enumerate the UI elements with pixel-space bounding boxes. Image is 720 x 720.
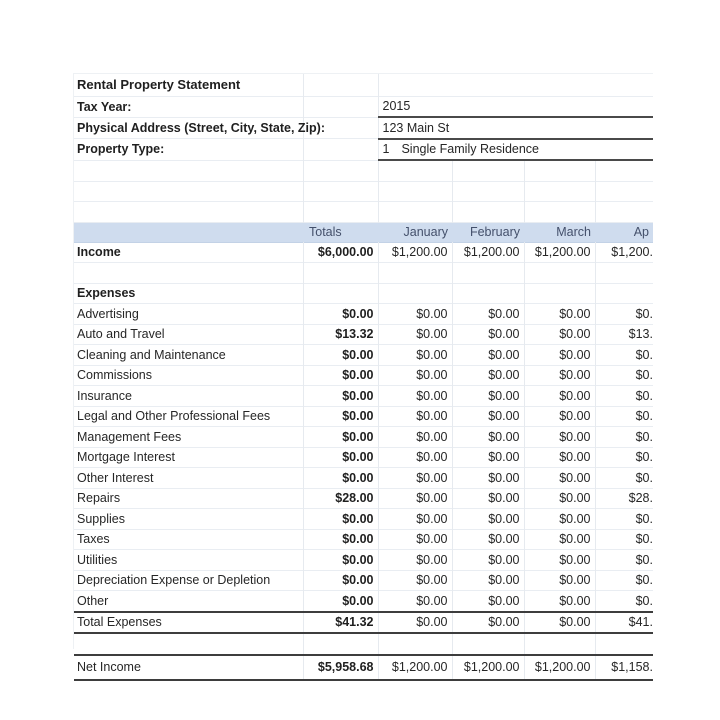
row-label [74, 633, 303, 655]
cell-value[interactable]: $0.00 [524, 550, 595, 571]
row-label: Depreciation Expense or Depletion [77, 573, 271, 588]
spacer-row [74, 202, 653, 223]
field-row-tax-year [74, 96, 653, 117]
cell-value[interactable]: $0.00 [452, 612, 524, 634]
cell-value[interactable]: $0.00 [524, 488, 595, 509]
net-income-row [74, 655, 653, 680]
cell-value[interactable]: $0.00 [378, 488, 452, 509]
cell-value[interactable]: $0.00 [303, 468, 378, 489]
empty-cell [378, 263, 452, 284]
cell-value[interactable]: $0.00 [452, 509, 524, 530]
row-label: Income [77, 245, 121, 260]
cell-value[interactable]: $1,158. [595, 655, 653, 680]
cell-value[interactable]: $0. [595, 365, 653, 386]
empty-cell [524, 160, 595, 181]
row-label: Taxes [77, 532, 110, 547]
column-header-row [74, 222, 653, 242]
spacer-row [74, 181, 653, 202]
empty-cell [74, 181, 303, 202]
empty-cell [303, 139, 378, 161]
column-header-february[interactable]: February [452, 222, 524, 242]
cell-value[interactable]: $0.00 [378, 304, 452, 325]
expense-row [74, 570, 653, 591]
cell-value[interactable]: $0.00 [378, 427, 452, 448]
cell-value[interactable]: $0.00 [378, 365, 452, 386]
cell-value[interactable]: $0.00 [524, 570, 595, 591]
empty-cell [378, 283, 452, 304]
spacer-row [74, 263, 653, 284]
cell-value[interactable]: $0. [595, 529, 653, 550]
cell-value[interactable]: $0.00 [524, 447, 595, 468]
empty-cell [452, 283, 524, 304]
property-type-label: Property Type: [77, 142, 165, 157]
empty-cell [303, 74, 378, 96]
empty-cell [378, 74, 653, 96]
cell-value[interactable]: $0. [595, 509, 653, 530]
cell-value[interactable]: $0. [595, 447, 653, 468]
expense-row [74, 304, 653, 325]
cell-value[interactable]: $0.00 [524, 386, 595, 407]
cell-value[interactable]: $28. [595, 488, 653, 509]
row-label: Commissions [77, 368, 153, 383]
cell-value[interactable]: $0.00 [452, 386, 524, 407]
cell-value[interactable]: $0.00 [452, 324, 524, 345]
cell-value[interactable]: $0.00 [452, 529, 524, 550]
cell-value[interactable]: $0.00 [303, 345, 378, 366]
cell-value[interactable]: $0. [595, 570, 653, 591]
total-expenses-row [74, 612, 653, 634]
cell-value[interactable]: $5,958.68 [303, 655, 378, 680]
empty-cell [524, 181, 595, 202]
row-label: Insurance [77, 388, 132, 403]
column-header-april[interactable]: Ap [595, 222, 653, 242]
column-header-blank [74, 222, 303, 242]
cell-value[interactable]: $0.00 [303, 550, 378, 571]
row-label: Legal and Other Professional Fees [77, 409, 271, 424]
cell-value[interactable]: $0.00 [378, 612, 452, 634]
expense-row [74, 509, 653, 530]
expense-row [74, 345, 653, 366]
empty-cell [74, 202, 303, 223]
row-label: Utilities [77, 552, 118, 567]
cell-value[interactable]: $0.00 [303, 406, 378, 427]
row-label [74, 263, 303, 284]
cell-value[interactable]: $0.00 [524, 345, 595, 366]
cell-value[interactable]: $0.00 [524, 612, 595, 634]
empty-cell [378, 160, 452, 181]
cell-value[interactable]: $1,200. [595, 242, 653, 263]
cell-value[interactable]: $0.00 [378, 570, 452, 591]
cell-value[interactable]: $0.00 [452, 570, 524, 591]
expense-row [74, 550, 653, 571]
cell-value[interactable]: $0.00 [378, 386, 452, 407]
cell-value[interactable]: $0.00 [452, 468, 524, 489]
cell-value[interactable]: $0. [595, 304, 653, 325]
property-type-text: Single Family Residence [401, 142, 540, 157]
empty-cell [595, 160, 653, 181]
cell-value[interactable]: $1,200.00 [452, 655, 524, 680]
row-label: Expenses [77, 286, 136, 301]
empty-cell [303, 263, 378, 284]
cell-value[interactable]: $0. [595, 591, 653, 612]
row-label: Mortgage Interest [77, 450, 175, 465]
empty-cell [74, 160, 303, 181]
row-label: Supplies [77, 511, 125, 526]
empty-cell [452, 181, 524, 202]
cell-value[interactable]: $1,200.00 [452, 242, 524, 263]
empty-cell [303, 202, 378, 223]
cell-value[interactable]: $0.00 [378, 345, 452, 366]
cell-value[interactable]: $0.00 [303, 365, 378, 386]
empty-cell [378, 202, 452, 223]
expense-row [74, 386, 653, 407]
column-header-january[interactable]: January [378, 222, 452, 242]
expense-row [74, 529, 653, 550]
cell-value[interactable]: $6,000.00 [303, 242, 378, 263]
income-row [74, 242, 653, 263]
cell-value[interactable]: $0.00 [303, 570, 378, 591]
empty-cell [303, 181, 378, 202]
cell-value[interactable]: $0. [595, 345, 653, 366]
cell-value[interactable]: $0.00 [524, 304, 595, 325]
cell-value[interactable]: $0.00 [452, 406, 524, 427]
cell-value[interactable]: $0.00 [378, 447, 452, 468]
cell-value[interactable]: $0.00 [303, 304, 378, 325]
empty-cell [595, 263, 653, 284]
empty-cell [452, 633, 524, 655]
cell-value[interactable]: $0. [595, 550, 653, 571]
cell-value[interactable]: $0.00 [378, 468, 452, 489]
cell-value[interactable]: $13. [595, 324, 653, 345]
cell-value[interactable]: $0.00 [378, 509, 452, 530]
cell-value[interactable]: $0.00 [303, 427, 378, 448]
statement-table [74, 74, 653, 681]
spacer-row [74, 160, 653, 181]
row-label: Other Interest [77, 470, 154, 485]
cell-value[interactable]: $0.00 [378, 591, 452, 612]
title-row [74, 74, 653, 96]
spacer-row [74, 633, 653, 655]
cell-value[interactable]: $0.00 [378, 550, 452, 571]
field-row-property-type [74, 139, 653, 161]
rental-statement-sheet [73, 73, 653, 674]
expense-row [74, 324, 653, 345]
cell-value[interactable]: $0.00 [378, 324, 452, 345]
expense-row [74, 488, 653, 509]
field-row-address [74, 117, 653, 139]
statement-title: Rental Property Statement [77, 77, 241, 93]
cell-value[interactable]: $0.00 [452, 345, 524, 366]
expense-row [74, 427, 653, 448]
expense-row [74, 365, 653, 386]
column-header-march[interactable]: March [524, 222, 595, 242]
row-label: Total Expenses [74, 612, 303, 634]
empty-cell [595, 181, 653, 202]
cell-value[interactable]: $0.00 [524, 324, 595, 345]
cell-value[interactable]: $0. [595, 427, 653, 448]
property-type-code: 1 [382, 142, 390, 157]
empty-cell [303, 96, 378, 117]
cell-value[interactable]: $0.00 [452, 591, 524, 612]
cell-value[interactable]: $0.00 [524, 427, 595, 448]
empty-cell [452, 263, 524, 284]
row-label: Advertising [77, 306, 139, 321]
cell-value[interactable]: $41.32 [303, 612, 378, 634]
cell-value[interactable]: $1,200.00 [378, 242, 452, 263]
cell-value[interactable]: $0.00 [524, 591, 595, 612]
expense-row [74, 447, 653, 468]
cell-value[interactable]: $0.00 [524, 529, 595, 550]
row-label: Repairs [77, 491, 121, 506]
empty-cell [303, 633, 378, 655]
row-label: Other [77, 593, 109, 608]
cell-value[interactable]: $0.00 [524, 406, 595, 427]
tax-year-value[interactable]: 2015 [378, 96, 653, 117]
empty-cell [595, 633, 653, 655]
cell-value[interactable]: $1,200.00 [378, 655, 452, 680]
empty-cell [524, 633, 595, 655]
cell-value[interactable]: $0.00 [524, 365, 595, 386]
cell-value[interactable]: $0.00 [303, 529, 378, 550]
row-label: Management Fees [77, 429, 182, 444]
cell-value[interactable]: $0.00 [378, 529, 452, 550]
cell-value[interactable]: $1,200.00 [524, 242, 595, 263]
empty-cell [524, 202, 595, 223]
column-header-totals[interactable]: Totals [303, 222, 378, 242]
cell-value[interactable]: $41. [595, 612, 653, 634]
cell-value[interactable]: $13.32 [303, 324, 378, 345]
cell-value[interactable]: $0. [595, 468, 653, 489]
cell-value[interactable]: $0.00 [303, 447, 378, 468]
address-value[interactable]: 123 Main St [378, 117, 653, 139]
cell-value[interactable]: $1,200.00 [524, 655, 595, 680]
empty-cell [452, 202, 524, 223]
cell-value[interactable]: $0.00 [303, 591, 378, 612]
row-label: Net Income [74, 655, 303, 680]
cell-value[interactable]: $0.00 [452, 550, 524, 571]
cell-value[interactable]: $0.00 [452, 365, 524, 386]
cell-value[interactable]: $0.00 [452, 488, 524, 509]
expense-row [74, 406, 653, 427]
expense-row [74, 591, 653, 612]
row-label: Cleaning and Maintenance [77, 347, 226, 362]
empty-cell [595, 283, 653, 304]
cell-value[interactable]: $0.00 [452, 447, 524, 468]
address-label: Physical Address (Street, City, State, Zip): [77, 120, 325, 135]
expense-row [74, 468, 653, 489]
cell-value[interactable]: $0. [595, 406, 653, 427]
empty-cell [303, 283, 378, 304]
cell-value[interactable]: $0.00 [303, 509, 378, 530]
cell-value[interactable]: $0.00 [378, 406, 452, 427]
tax-year-label: Tax Year: [77, 99, 132, 114]
cell-value[interactable]: $0.00 [303, 386, 378, 407]
empty-cell [378, 181, 452, 202]
empty-cell [378, 633, 452, 655]
cell-value[interactable]: $0. [595, 386, 653, 407]
empty-cell [595, 202, 653, 223]
cell-value[interactable]: $0.00 [524, 468, 595, 489]
expenses-heading-row [74, 283, 653, 304]
property-type-value[interactable] [378, 139, 653, 161]
empty-cell [303, 160, 378, 181]
empty-cell [452, 160, 524, 181]
cell-value[interactable]: $0.00 [524, 509, 595, 530]
cell-value[interactable]: $28.00 [303, 488, 378, 509]
cell-value[interactable]: $0.00 [452, 304, 524, 325]
empty-cell [524, 283, 595, 304]
cell-value[interactable]: $0.00 [452, 427, 524, 448]
row-label: Auto and Travel [77, 327, 165, 342]
empty-cell [524, 263, 595, 284]
